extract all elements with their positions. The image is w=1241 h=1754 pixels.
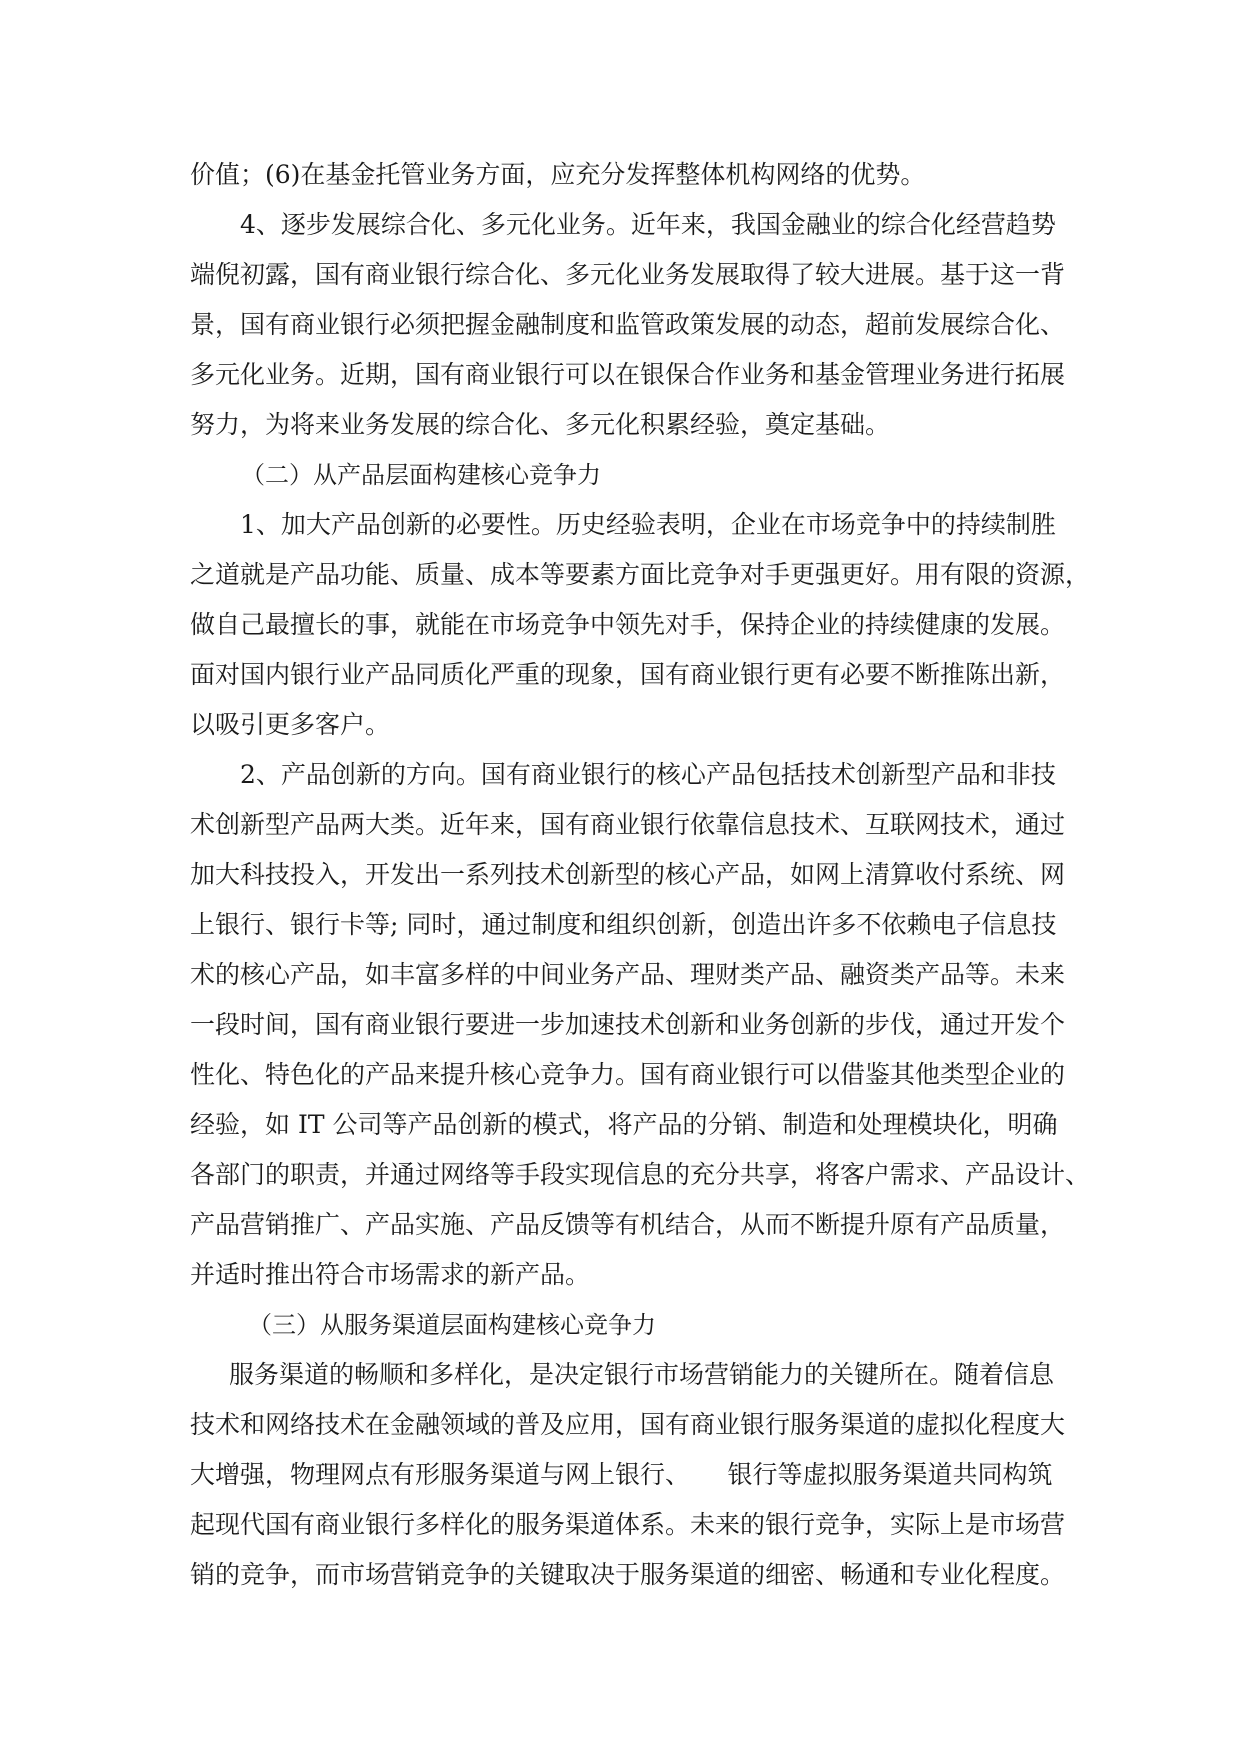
text-line: 努力，为将来业务发展的综合化、多元化积累经验，奠定基础。 [190, 410, 891, 439]
text-line: 经验，如 IT 公司等产品创新的模式，将产品的分销、制造和处理模块化，明确 [190, 1110, 1058, 1139]
text-line: 多元化业务。近期，国有商业银行可以在银保合作业务和基金管理业务进行拓展 [190, 360, 1066, 389]
text-line: 面对国内银行业产品同质化严重的现象，国有商业银行更有必要不断推陈出新， [190, 660, 1066, 689]
text-line: 以吸引更多客户。 [190, 710, 391, 739]
text-line: 加大科技投入，开发出一系列技术创新型的核心产品，如网上清算收付系统、网 [190, 860, 1066, 889]
text-line: 产品营销推广、产品实施、产品反馈等有机结合，从而不断提升原有产品质量， [190, 1210, 1066, 1239]
section-heading: （三）从服务渠道层面构建核心竞争力 [248, 1311, 656, 1339]
text-line: 起现代国有商业银行多样化的服务渠道体系。未来的银行竞争，实际上是市场营 [190, 1510, 1066, 1539]
text-line: 做自己最擅长的事，就能在市场竞争中领先对手，保持企业的持续健康的发展。 [190, 610, 1066, 639]
text-line: 一段时间，国有商业银行要进一步加速技术创新和业务创新的步伐，通过开发个 [190, 1010, 1066, 1039]
text-line: 大增强，物理网点有形服务渠道与网上银行、 银行等虚拟服务渠道共同构筑 [190, 1460, 1053, 1489]
text-line: 上银行、银行卡等; 同时，通过制度和组织创新，创造出许多不依赖电子信息技 [190, 910, 1057, 939]
text-line: 技术和网络技术在金融领域的普及应用，国有商业银行服务渠道的虚拟化程度大 [190, 1410, 1066, 1439]
text-line: 之道就是产品功能、质量、成本等要素方面比竞争对手更强更好。用有限的资源， [190, 560, 1091, 589]
text-line: 4、逐步发展综合化、多元化业务。近年来，我国金融业的综合化经营趋势 [240, 210, 1056, 239]
text-line: 销的竞争，而市场营销竞争的关键取决于服务渠道的细密、畅通和专业化程度。 [190, 1560, 1066, 1589]
text-line: 术创新型产品两大类。近年来，国有商业银行依靠信息技术、互联网技术，通过 [190, 810, 1066, 839]
text-line: 景，国有商业银行必须把握金融制度和监管政策发展的动态，超前发展综合化、 [190, 310, 1066, 339]
text-line: 术的核心产品，如丰富多样的中间业务产品、理财类产品、融资类产品等。未来 [190, 960, 1066, 989]
section-heading: （二）从产品层面构建核心竞争力 [241, 461, 601, 489]
text-line: 1、加大产品创新的必要性。历史经验表明，企业在市场竞争中的持续制胜 [240, 510, 1056, 539]
text-line: 服务渠道的畅顺和多样化，是决定银行市场营销能力的关键所在。随着信息 [229, 1360, 1055, 1389]
text-line: 端倪初露，国有商业银行综合化、多元化业务发展取得了较大进展。基于这一背 [190, 260, 1066, 289]
text-line: 2、产品创新的方向。国有商业银行的核心产品包括技术创新型产品和非技 [240, 760, 1056, 789]
text-line: 性化、特色化的产品来提升核心竞争力。国有商业银行可以借鉴其他类型企业的 [190, 1060, 1066, 1089]
text-line: 各部门的职责，并通过网络等手段实现信息的充分共享，将客户需求、产品设计、 [190, 1160, 1091, 1189]
text-line: 并适时推出符合市场需求的新产品。 [190, 1260, 591, 1289]
text-line: 价值；(6)在基金托管业务方面，应充分发挥整体机构网络的优势。 [190, 160, 926, 189]
